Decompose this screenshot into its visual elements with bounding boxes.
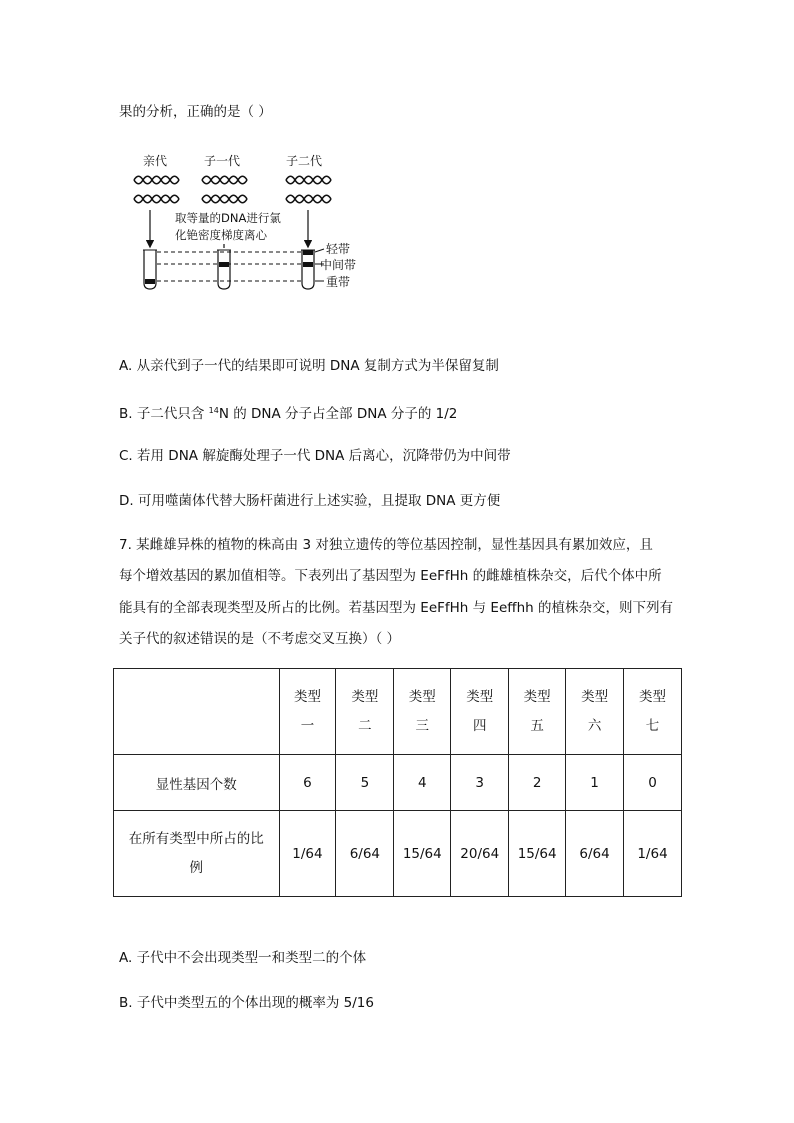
tube-f1 — [217, 250, 231, 289]
genotype-table — [113, 668, 682, 897]
table-header-row — [114, 669, 682, 755]
tube-f2 — [301, 250, 315, 289]
note-line2: 化铯密度梯度离心 — [175, 228, 267, 242]
label-f2-gen: 子二代 — [286, 154, 323, 168]
table-row-proportion — [114, 811, 682, 897]
intro-line: 果的分析，正确的是（ ） — [119, 104, 272, 120]
table-corner-cell — [114, 669, 280, 755]
q7-option-a: A. 子代中不会出现类型一和类型二的个体 — [119, 950, 367, 966]
band-label-light: 轻带 — [326, 242, 351, 256]
label-f1-gen: 子一代 — [204, 154, 241, 168]
table-header-cell: 类型 六 — [566, 669, 624, 755]
q7-line-3: 能具有的全部表现类型及所占的比例。若基因型为 EeFfHh 与 Eeffhh 的植株杂交，则下列有 — [119, 600, 673, 616]
q6-option-d: D. 可用噬菌体代替大肠杆菌进行上述实验，且提取 DNA 更方便 — [119, 493, 501, 509]
note-line1: 取等量的DNA进行氯 — [175, 211, 281, 225]
band-parent-heavy — [145, 279, 155, 284]
table-cell: 6 — [279, 755, 336, 811]
dna-centrifugation-diagram — [0, 0, 794, 300]
q7-line-4: 关子代的叙述错误的是（不考虑交叉互换）（ ） — [119, 631, 401, 647]
table-header-cell: 类型 七 — [624, 669, 682, 755]
q7-line-2: 每个增效基因的累加值相等。下表列出了基因型为 EeFfHh 的雌雄植株杂交，后代个体中所 — [119, 568, 662, 584]
band-f2-middle — [303, 262, 313, 267]
dna-helix-f2-top — [286, 176, 331, 184]
q7-line-1: 7. 某雌雄异株的植物的株高由 3 对独立遗传的等位基因控制，显性基因具有累加效应，且 — [119, 537, 653, 553]
table-cell: 1 — [566, 755, 624, 811]
table-header-cell: 类型 三 — [394, 669, 451, 755]
q6-option-b-pre: B. 子二代只含 — [119, 406, 209, 422]
table-row-dominant-count — [114, 755, 682, 811]
table-header-cell: 类型 二 — [336, 669, 394, 755]
table-cell: 3 — [451, 755, 509, 811]
table-row-label: 显性基因个数 — [114, 755, 280, 811]
q7-option-b: B. 子代中类型五的个体出现的概率为 5/16 — [119, 995, 374, 1011]
table-cell: 15/64 — [394, 811, 451, 897]
table-cell: 5 — [336, 755, 394, 811]
band-label-middle: 中间带 — [320, 258, 357, 272]
table-header-cell: 类型 一 — [279, 669, 336, 755]
table-cell: 20/64 — [451, 811, 509, 897]
dna-helix-parent-top — [134, 176, 179, 184]
pointer-light — [315, 249, 324, 252]
table-row-label: 在所有类型中所占的比 例 — [114, 811, 280, 897]
q6-option-b-post: N 的 DNA 分子占全部 DNA 分子的 1/2 — [218, 406, 458, 422]
q6-option-a: A. 从亲代到子一代的结果即可说明 DNA 复制方式为半保留复制 — [119, 358, 499, 374]
band-label-heavy: 重带 — [326, 275, 351, 289]
table-header-cell: 类型 五 — [509, 669, 566, 755]
table-cell: 6/64 — [336, 811, 394, 897]
table-cell: 4 — [394, 755, 451, 811]
band-f2-light — [303, 250, 313, 255]
table-cell: 0 — [624, 755, 682, 811]
label-parent-gen: 亲代 — [143, 154, 168, 168]
q6-option-b-superscript: 14 — [208, 406, 219, 415]
dna-helix-f2-bottom — [286, 195, 331, 203]
dna-helix-parent-bottom — [134, 195, 179, 203]
table-cell: 1/64 — [279, 811, 336, 897]
q6-option-c: C. 若用 DNA 解旋酶处理子一代 DNA 后离心，沉降带仍为中间带 — [119, 448, 511, 464]
dna-helix-f1-bottom — [202, 195, 247, 203]
table-cell: 6/64 — [566, 811, 624, 897]
table-cell: 15/64 — [509, 811, 566, 897]
table-header-cell: 类型 四 — [451, 669, 509, 755]
table-cell: 2 — [509, 755, 566, 811]
q6-option-b — [119, 401, 457, 424]
table-cell: 1/64 — [624, 811, 682, 897]
dna-helix-f1-top — [202, 176, 247, 184]
